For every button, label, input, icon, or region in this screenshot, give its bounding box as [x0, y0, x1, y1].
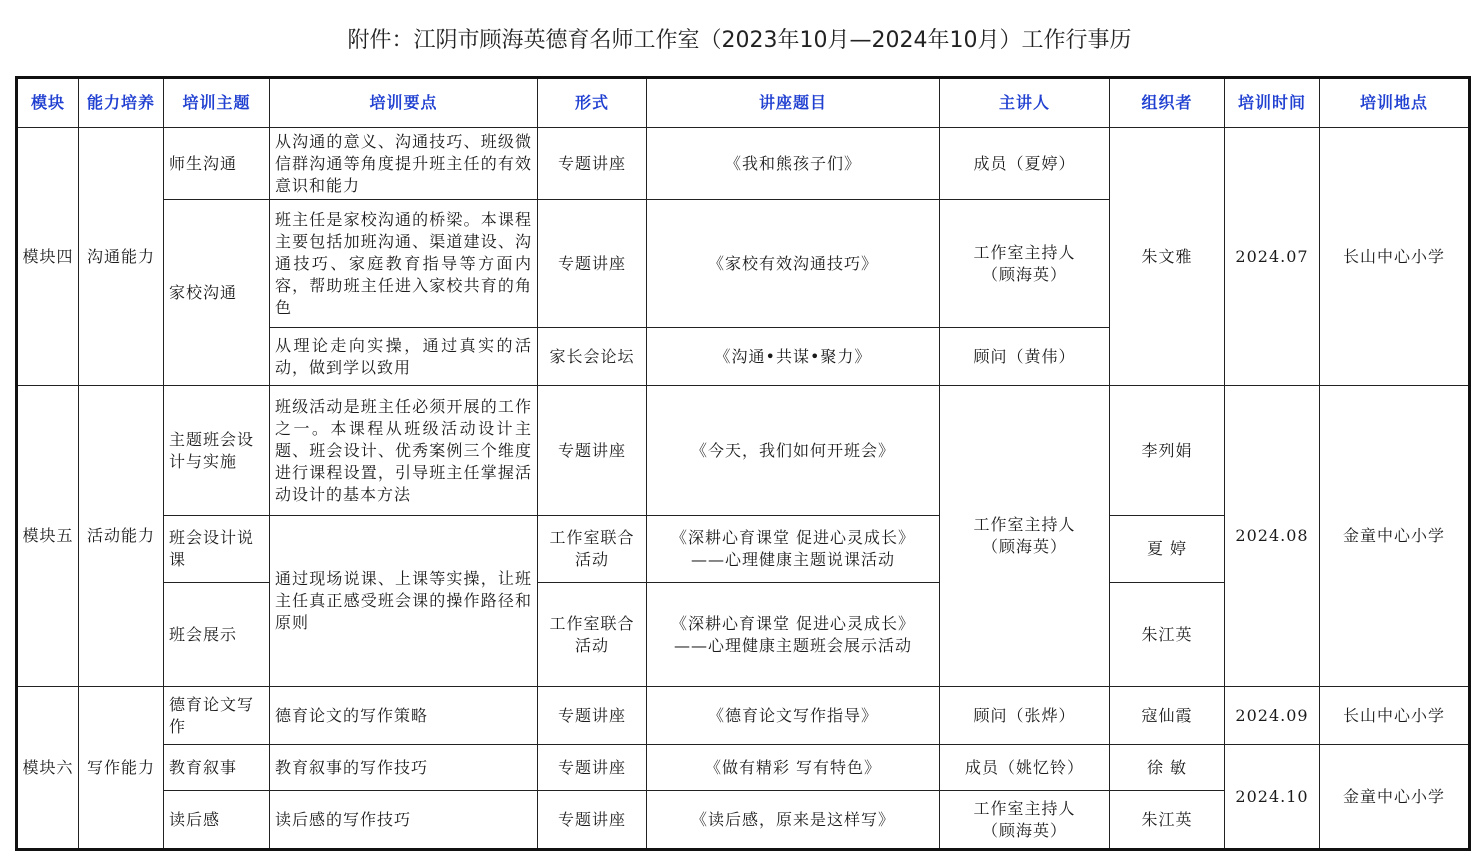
place-cell: 长山中心小学 — [1320, 128, 1470, 386]
module-cell: 模块四 — [17, 128, 79, 386]
topic-cell — [164, 200, 270, 386]
organizer-cell: 朱文雅 — [1110, 128, 1225, 386]
topic-cell: 德育论文写作 — [164, 687, 270, 745]
table-row — [17, 128, 1470, 200]
organizer-cell: 朱江英 — [1110, 583, 1225, 687]
lecture-cell: 《沟通•共谋•聚力》 — [647, 328, 940, 386]
ability-cell: 活动能力 — [79, 386, 164, 687]
speaker-cell: 顾问（黄伟） — [940, 328, 1110, 386]
form-line: 工作室联合 — [549, 528, 635, 547]
module-cell: 模块五 — [17, 386, 79, 687]
header-key-points: 培训要点 — [270, 78, 538, 128]
header-place: 培训地点 — [1320, 78, 1470, 128]
speaker-role: 工作室主持人 — [973, 798, 1076, 818]
key-points-cell: 从理论走向实操，通过真实的活动，做到学以致用 — [270, 328, 538, 386]
table-row — [17, 687, 1470, 745]
ability-cell: 沟通能力 — [79, 128, 164, 386]
place-cell: 金童中心小学 — [1320, 745, 1470, 850]
form-cell: 专题讲座 — [538, 386, 647, 516]
header-row — [17, 78, 1470, 128]
document-title: 附件：江阴市顾海英德育名师工作室（2023年10月—2024年10月）工作行事历 — [347, 28, 1132, 53]
lecture-cell: 《今天，我们如何开班会》 — [647, 386, 940, 516]
topic-cell: 主题班会设计与实施 — [164, 386, 270, 516]
lecture-subtitle: ——心理健康主题班会展示活动 — [673, 635, 912, 655]
table-row — [17, 745, 1470, 791]
header-organizer: 组织者 — [1110, 78, 1225, 128]
speaker-role: 工作室主持人 — [973, 515, 1076, 534]
place-cell: 长山中心小学 — [1320, 687, 1470, 745]
speaker-cell: 成员（夏婷） — [940, 128, 1110, 200]
header-time: 培训时间 — [1225, 78, 1320, 128]
lecture-cell: 《我和熊孩子们》 — [647, 128, 940, 200]
form-line: 活动 — [574, 550, 609, 569]
form-cell — [538, 583, 647, 687]
form-cell — [538, 516, 647, 583]
form-cell: 专题讲座 — [538, 745, 647, 791]
header-lecture-title: 讲座题目 — [647, 78, 940, 128]
time-cell: 2024.07 — [1225, 128, 1320, 386]
ability-cell: 写作能力 — [79, 687, 164, 850]
key-points-cell: 从沟通的意义、沟通技巧、班级微信群沟通等角度提升班主任的有效 意识和能力 — [270, 128, 538, 200]
form-line: 工作室联合 — [549, 613, 635, 633]
key-points-cell: 班主任是家校沟通的桥梁。本课程主要包括加班沟通、渠道建设、沟通技巧、家庭教育指导等方面内容，帮助班主任进入家校共育的角色 — [270, 200, 538, 328]
header-ability: 能力培养 — [79, 78, 164, 128]
speaker-cell: 成员（姚忆铃） — [940, 745, 1110, 791]
topic-text: 家校沟通 — [169, 282, 238, 302]
form-line: 活动 — [574, 635, 609, 655]
key-points-cell: 班级活动是班主任必须开展的工作之一。本课程从班级活动设计主题、班会设计、优秀案例三个维度进行课程设置，引导班主任掌握活动设计的基本方法 — [270, 386, 538, 516]
key-points-cell: 德育论文的写作策略 — [270, 687, 538, 745]
place-cell: 金童中心小学 — [1320, 386, 1470, 687]
lecture-subtitle: ——心理健康主题说课活动 — [690, 550, 895, 569]
form-cell: 专题讲座 — [538, 200, 647, 328]
header-form: 形式 — [538, 78, 647, 128]
speaker-person: （顾海英） — [981, 820, 1067, 840]
form-cell: 专题讲座 — [538, 687, 647, 745]
form-cell: 专题讲座 — [538, 791, 647, 850]
organizer-cell: 李列娟 — [1110, 386, 1225, 516]
topic-cell: 读后感 — [164, 791, 270, 850]
speaker-person: （顾海英） — [981, 537, 1067, 556]
speaker-cell: 顾问（张烨） — [940, 687, 1110, 745]
speaker-cell — [940, 386, 1110, 687]
organizer-cell: 寇仙霞 — [1110, 687, 1225, 745]
organizer-cell: 徐 敏 — [1110, 745, 1225, 791]
speaker-role: 工作室主持人 — [973, 242, 1076, 262]
form-cell: 专题讲座 — [538, 128, 647, 200]
lecture-title: 《深耕心育课堂 促进心灵成长》 — [670, 528, 916, 547]
lecture-title: 《深耕心育课堂 促进心灵成长》 — [670, 613, 916, 633]
header-module: 模块 — [17, 78, 79, 128]
key-points-cell: 教育叙事的写作技巧 — [270, 745, 538, 791]
table-row — [17, 386, 1470, 516]
topic-cell: 班会展示 — [164, 583, 270, 687]
module-cell: 模块六 — [17, 687, 79, 850]
topic-cell: 班会设计说课 — [164, 516, 270, 583]
key-points-cell: 通过现场说课、上课等实操，让班主任真正感受班会课的操作路径和原则 — [270, 516, 538, 687]
lecture-cell: 《做有精彩 写有特色》 — [647, 745, 940, 791]
lecture-cell: 《读后感，原来是这样写》 — [647, 791, 940, 850]
header-topic: 培训主题 — [164, 78, 270, 128]
organizer-cell: 夏 婷 — [1110, 516, 1225, 583]
speaker-cell — [940, 791, 1110, 850]
lecture-cell: 《家校有效沟通技巧》 — [647, 200, 940, 328]
time-cell: 2024.10 — [1225, 745, 1320, 850]
speaker-person: （顾海英） — [981, 264, 1067, 284]
form-cell: 家长会论坛 — [538, 328, 647, 386]
key-points-cell: 读后感的写作技巧 — [270, 791, 538, 850]
organizer-cell: 朱江英 — [1110, 791, 1225, 850]
time-cell: 2024.09 — [1225, 687, 1320, 745]
lecture-cell — [647, 583, 940, 687]
lecture-cell: 《德育论文写作指导》 — [647, 687, 940, 745]
time-cell: 2024.08 — [1225, 386, 1320, 687]
header-speaker: 主讲人 — [940, 78, 1110, 128]
schedule-table — [15, 76, 1471, 851]
topic-cell: 教育叙事 — [164, 745, 270, 791]
topic-cell: 师生沟通 — [164, 128, 270, 200]
lecture-cell — [647, 516, 940, 583]
speaker-cell — [940, 200, 1110, 328]
